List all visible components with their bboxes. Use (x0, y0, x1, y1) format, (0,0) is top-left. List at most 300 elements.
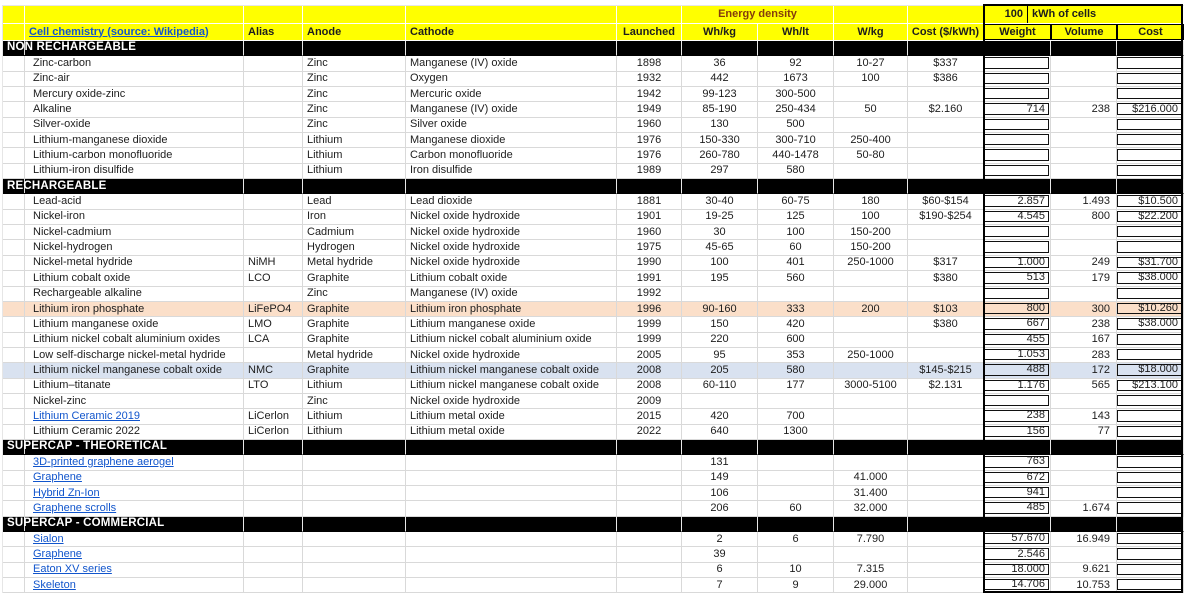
alias-cell[interactable] (244, 210, 303, 225)
anode-cell[interactable]: Cadmium (303, 225, 406, 240)
row-indent-cell[interactable] (3, 348, 25, 363)
section-cell[interactable] (758, 517, 834, 532)
whlt-cell[interactable]: 125 (758, 210, 834, 225)
cathode-cell[interactable] (406, 578, 617, 593)
volume-cell[interactable] (1051, 394, 1117, 409)
row-indent-cell[interactable] (3, 455, 25, 470)
weight-cell[interactable] (984, 72, 1051, 87)
launched-cell[interactable]: 1999 (617, 317, 682, 332)
alias-cell[interactable] (244, 348, 303, 363)
anode-cell[interactable]: Lithium (303, 425, 406, 440)
anode-cell[interactable] (303, 471, 406, 486)
chemistry-cell[interactable]: Zinc-carbon (25, 56, 244, 71)
cathode-cell[interactable] (406, 471, 617, 486)
volume-cell[interactable] (1051, 471, 1117, 486)
alias-cell[interactable] (244, 578, 303, 593)
section-cell[interactable] (834, 440, 908, 455)
weight-cell[interactable] (984, 578, 1051, 593)
header-spacer-cell[interactable] (3, 24, 25, 41)
weight-cell[interactable] (984, 547, 1051, 562)
launched-cell[interactable]: 1992 (617, 287, 682, 302)
launched-cell[interactable] (617, 471, 682, 486)
launched-cell[interactable]: 1960 (617, 225, 682, 240)
row-indent-cell[interactable] (3, 486, 25, 501)
launched-cell[interactable] (617, 501, 682, 516)
row-indent-cell[interactable] (3, 287, 25, 302)
row-indent-cell[interactable] (3, 532, 25, 547)
chemistry-cell[interactable]: Nickel-hydrogen (25, 240, 244, 255)
cathode-cell[interactable] (406, 486, 617, 501)
whkg-cell[interactable]: 442 (682, 72, 758, 87)
cost-cell[interactable] (1117, 287, 1184, 302)
row-indent-cell[interactable] (3, 240, 25, 255)
whlt-cell[interactable]: 250-434 (758, 102, 834, 117)
whkg-cell[interactable]: 30-40 (682, 194, 758, 209)
whkg-cell[interactable]: 195 (682, 271, 758, 286)
cost-cell[interactable] (1117, 578, 1184, 593)
weight-cell[interactable] (984, 532, 1051, 547)
row-indent-cell[interactable] (3, 563, 25, 578)
row-indent-cell[interactable] (3, 394, 25, 409)
weight-cell[interactable] (984, 164, 1051, 179)
launched-cell[interactable]: 1991 (617, 271, 682, 286)
launched-cell[interactable] (617, 578, 682, 593)
anode-cell[interactable] (303, 455, 406, 470)
volume-cell[interactable]: 172 (1051, 363, 1117, 378)
chemistry-cell[interactable] (25, 501, 244, 516)
whlt-cell[interactable]: 300-710 (758, 133, 834, 148)
chemistry-link[interactable]: Hybrid Zn-Ion (33, 486, 100, 499)
cost-cell[interactable] (1117, 302, 1184, 317)
costkwh-cell[interactable]: $145-$215 (908, 363, 984, 378)
section-cell[interactable] (244, 517, 303, 532)
whkg-cell[interactable]: 6 (682, 563, 758, 578)
whlt-cell[interactable]: 500 (758, 118, 834, 133)
cost-cell[interactable] (1117, 148, 1184, 163)
cost-cell[interactable] (1117, 56, 1184, 71)
chemistry-header-link[interactable]: Cell chemistry (source: Wikipedia) (29, 25, 209, 38)
section-cell[interactable] (1117, 41, 1184, 56)
launched-cell[interactable]: 1989 (617, 164, 682, 179)
wkg-cell[interactable] (834, 271, 908, 286)
volume-cell[interactable]: 1.674 (1051, 501, 1117, 516)
volume-cell[interactable]: 9.621 (1051, 563, 1117, 578)
cathode-cell[interactable] (406, 501, 617, 516)
weight-cell[interactable] (984, 194, 1051, 209)
costkwh-cell[interactable]: $103 (908, 302, 984, 317)
row-indent-cell[interactable] (3, 501, 25, 516)
cost-cell[interactable] (1117, 486, 1184, 501)
cathode-cell[interactable]: Lithium nickel cobalt aluminium oxide (406, 333, 617, 348)
section-cell[interactable] (1051, 179, 1117, 194)
launched-cell[interactable] (617, 486, 682, 501)
row-indent-cell[interactable] (3, 302, 25, 317)
cathode-cell[interactable]: Manganese (IV) oxide (406, 287, 617, 302)
launched-cell[interactable]: 1942 (617, 87, 682, 102)
alias-cell[interactable] (244, 56, 303, 71)
volume-cell[interactable] (1051, 56, 1117, 71)
anode-cell[interactable]: Graphite (303, 271, 406, 286)
wkg-cell[interactable]: 100 (834, 72, 908, 87)
row-indent-cell[interactable] (3, 425, 25, 440)
chemistry-link[interactable]: Graphene (33, 471, 82, 484)
costkwh-cell[interactable] (908, 547, 984, 562)
volume-cell[interactable] (1051, 133, 1117, 148)
weight-cell[interactable] (984, 471, 1051, 486)
cathode-cell[interactable]: Lithium metal oxide (406, 409, 617, 424)
alias-cell[interactable]: LTO (244, 379, 303, 394)
launched-cell[interactable] (617, 532, 682, 547)
wkg-cell[interactable] (834, 317, 908, 332)
alias-cell[interactable]: LiCerlon (244, 409, 303, 424)
cathode-cell[interactable]: Nickel oxide hydroxide (406, 210, 617, 225)
anode-cell[interactable]: Zinc (303, 56, 406, 71)
whlt-cell[interactable] (758, 486, 834, 501)
cost-cell[interactable] (1117, 379, 1184, 394)
weight-cell[interactable] (984, 256, 1051, 271)
whlt-cell[interactable]: 6 (758, 532, 834, 547)
wkg-cell[interactable]: 150-200 (834, 225, 908, 240)
whkg-cell[interactable]: 150-330 (682, 133, 758, 148)
alias-cell[interactable] (244, 547, 303, 562)
row-indent-cell[interactable] (3, 471, 25, 486)
alias-cell[interactable] (244, 133, 303, 148)
whkg-cell[interactable]: 100 (682, 256, 758, 271)
anode-cell[interactable]: Lead (303, 194, 406, 209)
chemistry-cell[interactable]: Nickel-zinc (25, 394, 244, 409)
whlt-cell[interactable]: 60-75 (758, 194, 834, 209)
wkg-cell[interactable]: 250-1000 (834, 256, 908, 271)
alias-cell[interactable] (244, 501, 303, 516)
alias-cell[interactable]: NMC (244, 363, 303, 378)
section-cell[interactable] (1117, 179, 1184, 194)
section-cell[interactable] (908, 517, 984, 532)
weight-cell[interactable] (984, 348, 1051, 363)
row-indent-cell[interactable] (3, 317, 25, 332)
launched-cell[interactable]: 2008 (617, 379, 682, 394)
cost-cell[interactable] (1117, 547, 1184, 562)
wkg-cell[interactable]: 250-400 (834, 133, 908, 148)
whlt-cell[interactable]: 60 (758, 240, 834, 255)
costkwh-cell[interactable] (908, 425, 984, 440)
weight-cell[interactable] (984, 210, 1051, 225)
anode-cell[interactable] (303, 547, 406, 562)
row-indent-cell[interactable] (3, 194, 25, 209)
weight-cell[interactable] (984, 379, 1051, 394)
whkg-cell[interactable]: 36 (682, 56, 758, 71)
section-cell[interactable] (758, 179, 834, 194)
chemistry-cell[interactable] (25, 532, 244, 547)
whkg-cell[interactable]: 149 (682, 471, 758, 486)
wkg-cell[interactable]: 7.315 (834, 563, 908, 578)
costkwh-cell[interactable]: $380 (908, 271, 984, 286)
weight-cell[interactable] (984, 56, 1051, 71)
wkg-cell[interactable]: 180 (834, 194, 908, 209)
alias-cell[interactable]: LiFePO4 (244, 302, 303, 317)
section-cell[interactable] (1051, 517, 1117, 532)
cost-cell[interactable] (1117, 164, 1184, 179)
costkwh-cell[interactable]: $380 (908, 317, 984, 332)
volume-cell[interactable] (1051, 287, 1117, 302)
anode-cell[interactable]: Zinc (303, 394, 406, 409)
weight-cell[interactable] (984, 501, 1051, 516)
section-cell[interactable] (406, 440, 617, 455)
cathode-cell[interactable]: Carbon monofluoride (406, 148, 617, 163)
wkg-cell[interactable]: 150-200 (834, 240, 908, 255)
section-cell[interactable] (682, 440, 758, 455)
wkg-cell[interactable] (834, 118, 908, 133)
costkwh-cell[interactable] (908, 394, 984, 409)
chemistry-cell[interactable]: Alkaline (25, 102, 244, 117)
wkg-cell[interactable] (834, 164, 908, 179)
whkg-cell[interactable] (682, 394, 758, 409)
volume-cell[interactable]: 800 (1051, 210, 1117, 225)
section-header-cell[interactable]: NON RECHARGEABLE (3, 41, 244, 56)
weight-cell[interactable] (984, 394, 1051, 409)
whlt-cell[interactable] (758, 287, 834, 302)
anode-cell[interactable]: Metal hydride (303, 256, 406, 271)
section-cell[interactable] (984, 179, 1051, 194)
volume-cell[interactable]: 283 (1051, 348, 1117, 363)
cathode-cell[interactable]: Lithium manganese oxide (406, 317, 617, 332)
whkg-cell[interactable]: 39 (682, 547, 758, 562)
volume-cell[interactable]: 238 (1051, 317, 1117, 332)
chemistry-cell[interactable]: Lithium iron phosphate (25, 302, 244, 317)
top-spacer-cell[interactable] (908, 6, 984, 24)
header-anode-cell[interactable]: Anode (303, 24, 406, 41)
section-cell[interactable] (758, 41, 834, 56)
header-volume-cell[interactable]: Volume (1051, 24, 1117, 40)
anode-cell[interactable]: Graphite (303, 363, 406, 378)
cost-cell[interactable] (1117, 333, 1184, 348)
section-cell[interactable] (406, 179, 617, 194)
row-indent-cell[interactable] (3, 578, 25, 593)
header-whlt-cell[interactable]: Wh/lt (758, 24, 834, 41)
launched-cell[interactable]: 1975 (617, 240, 682, 255)
costkwh-cell[interactable]: $190-$254 (908, 210, 984, 225)
whkg-cell[interactable]: 60-110 (682, 379, 758, 394)
chemistry-link[interactable]: Graphene scrolls (33, 501, 117, 514)
cost-cell[interactable] (1117, 194, 1184, 209)
wkg-cell[interactable]: 41.000 (834, 471, 908, 486)
chemistry-cell[interactable] (25, 563, 244, 578)
cathode-cell[interactable]: Manganese (IV) oxide (406, 102, 617, 117)
row-indent-cell[interactable] (3, 256, 25, 271)
weight-cell[interactable] (984, 317, 1051, 332)
chemistry-link[interactable]: Graphene (33, 548, 82, 561)
header-chemistry-cell[interactable] (25, 24, 244, 41)
weight-cell[interactable] (984, 87, 1051, 102)
whlt-cell[interactable] (758, 394, 834, 409)
costkwh-cell[interactable] (908, 333, 984, 348)
section-cell[interactable] (984, 440, 1051, 455)
section-cell[interactable] (682, 179, 758, 194)
row-indent-cell[interactable] (3, 164, 25, 179)
launched-cell[interactable]: 2008 (617, 363, 682, 378)
alias-cell[interactable] (244, 532, 303, 547)
whlt-cell[interactable]: 60 (758, 501, 834, 516)
row-indent-cell[interactable] (3, 379, 25, 394)
whkg-cell[interactable]: 420 (682, 409, 758, 424)
whkg-cell[interactable]: 220 (682, 333, 758, 348)
wkg-cell[interactable] (834, 425, 908, 440)
cathode-cell[interactable] (406, 547, 617, 562)
alias-cell[interactable] (244, 72, 303, 87)
section-cell[interactable] (303, 41, 406, 56)
launched-cell[interactable]: 1949 (617, 102, 682, 117)
top-spacer-cell[interactable] (834, 6, 908, 24)
section-cell[interactable] (1117, 440, 1184, 455)
header-launched-cell[interactable]: Launched (617, 24, 682, 41)
section-cell[interactable] (682, 517, 758, 532)
header-cost-cell[interactable]: Cost (1117, 24, 1184, 40)
whkg-cell[interactable]: 85-190 (682, 102, 758, 117)
row-indent-cell[interactable] (3, 148, 25, 163)
cathode-cell[interactable]: Nickel oxide hydroxide (406, 256, 617, 271)
wkg-cell[interactable]: 50-80 (834, 148, 908, 163)
cathode-cell[interactable]: Lead dioxide (406, 194, 617, 209)
section-cell[interactable] (834, 41, 908, 56)
section-header-cell[interactable]: RECHARGEABLE (3, 179, 244, 194)
volume-cell[interactable] (1051, 547, 1117, 562)
launched-cell[interactable]: 1881 (617, 194, 682, 209)
costkwh-cell[interactable] (908, 240, 984, 255)
launched-cell[interactable]: 2015 (617, 409, 682, 424)
launched-cell[interactable]: 1898 (617, 56, 682, 71)
costkwh-cell[interactable] (908, 225, 984, 240)
top-spacer-cell[interactable] (3, 6, 25, 24)
top-spacer-cell[interactable] (25, 6, 244, 24)
row-indent-cell[interactable] (3, 271, 25, 286)
chemistry-cell[interactable]: Lithium Ceramic 2022 (25, 425, 244, 440)
row-indent-cell[interactable] (3, 72, 25, 87)
chemistry-cell[interactable]: Mercury oxide-zinc (25, 87, 244, 102)
cost-cell[interactable] (1117, 363, 1184, 378)
costkwh-cell[interactable] (908, 148, 984, 163)
cathode-cell[interactable]: Lithium cobalt oxide (406, 271, 617, 286)
costkwh-cell[interactable] (908, 471, 984, 486)
volume-cell[interactable] (1051, 72, 1117, 87)
chemistry-cell[interactable]: Lithium nickel cobalt aluminium oxides (25, 333, 244, 348)
wkg-cell[interactable]: 7.790 (834, 532, 908, 547)
cost-cell[interactable] (1117, 455, 1184, 470)
launched-cell[interactable]: 1999 (617, 333, 682, 348)
anode-cell[interactable]: Lithium (303, 379, 406, 394)
anode-cell[interactable] (303, 532, 406, 547)
weight-cell[interactable] (984, 455, 1051, 470)
wkg-cell[interactable]: 29.000 (834, 578, 908, 593)
weight-cell[interactable] (984, 240, 1051, 255)
section-cell[interactable] (617, 517, 682, 532)
cost-cell[interactable] (1117, 240, 1184, 255)
wkg-cell[interactable]: 10-27 (834, 56, 908, 71)
alias-cell[interactable] (244, 102, 303, 117)
whlt-cell[interactable]: 9 (758, 578, 834, 593)
row-indent-cell[interactable] (3, 133, 25, 148)
chemistry-cell[interactable]: Lithium cobalt oxide (25, 271, 244, 286)
volume-cell[interactable] (1051, 486, 1117, 501)
header-cathode-cell[interactable]: Cathode (406, 24, 617, 41)
volume-cell[interactable]: 179 (1051, 271, 1117, 286)
cathode-cell[interactable] (406, 532, 617, 547)
cost-cell[interactable] (1117, 225, 1184, 240)
cathode-cell[interactable]: Manganese dioxide (406, 133, 617, 148)
anode-cell[interactable]: Graphite (303, 317, 406, 332)
weight-cell[interactable] (984, 302, 1051, 317)
chemistry-cell[interactable] (25, 409, 244, 424)
row-indent-cell[interactable] (3, 333, 25, 348)
row-indent-cell[interactable] (3, 102, 25, 117)
section-header-cell[interactable]: SUPERCAP - COMMERCIAL (3, 517, 244, 532)
anode-cell[interactable]: Lithium (303, 148, 406, 163)
cathode-cell[interactable]: Lithium nickel manganese cobalt oxide (406, 363, 617, 378)
costkwh-cell[interactable] (908, 348, 984, 363)
chemistry-cell[interactable]: Low self-discharge nickel-metal hydride (25, 348, 244, 363)
top-spacer-cell[interactable] (617, 6, 682, 24)
wkg-cell[interactable] (834, 547, 908, 562)
cost-cell[interactable] (1117, 118, 1184, 133)
section-cell[interactable] (908, 41, 984, 56)
whkg-cell[interactable]: 130 (682, 118, 758, 133)
cost-cell[interactable] (1117, 102, 1184, 117)
whkg-cell[interactable]: 19-25 (682, 210, 758, 225)
cathode-cell[interactable]: Nickel oxide hydroxide (406, 348, 617, 363)
whkg-cell[interactable] (682, 287, 758, 302)
anode-cell[interactable]: Zinc (303, 102, 406, 117)
section-cell[interactable] (834, 517, 908, 532)
anode-cell[interactable]: Lithium (303, 133, 406, 148)
whkg-cell[interactable]: 2 (682, 532, 758, 547)
alias-cell[interactable]: LiCerlon (244, 425, 303, 440)
kwh-value-cell[interactable]: 100 (984, 6, 1028, 23)
header-costkwh-cell[interactable]: Cost ($/kWh) (908, 24, 984, 41)
costkwh-cell[interactable]: $60-$154 (908, 194, 984, 209)
volume-cell[interactable]: 300 (1051, 302, 1117, 317)
cost-cell[interactable] (1117, 133, 1184, 148)
costkwh-cell[interactable]: $317 (908, 256, 984, 271)
anode-cell[interactable]: Zinc (303, 118, 406, 133)
wkg-cell[interactable]: 100 (834, 210, 908, 225)
chemistry-link[interactable]: 3D-printed graphene aerogel (33, 455, 174, 468)
weight-cell[interactable] (984, 225, 1051, 240)
whkg-cell[interactable]: 150 (682, 317, 758, 332)
row-indent-cell[interactable] (3, 547, 25, 562)
alias-cell[interactable]: LCO (244, 271, 303, 286)
section-cell[interactable] (244, 440, 303, 455)
alias-cell[interactable] (244, 194, 303, 209)
header-weight-cell[interactable]: Weight (984, 24, 1051, 40)
cathode-cell[interactable]: Nickel oxide hydroxide (406, 394, 617, 409)
launched-cell[interactable]: 1960 (617, 118, 682, 133)
alias-cell[interactable] (244, 87, 303, 102)
costkwh-cell[interactable]: $386 (908, 72, 984, 87)
wkg-cell[interactable]: 250-1000 (834, 348, 908, 363)
row-indent-cell[interactable] (3, 225, 25, 240)
chemistry-link[interactable]: Lithium Ceramic 2019 (33, 409, 140, 422)
whlt-cell[interactable]: 440-1478 (758, 148, 834, 163)
wkg-cell[interactable]: 3000-5100 (834, 379, 908, 394)
alias-cell[interactable] (244, 563, 303, 578)
wkg-cell[interactable] (834, 287, 908, 302)
alias-cell[interactable] (244, 240, 303, 255)
wkg-cell[interactable] (834, 394, 908, 409)
costkwh-cell[interactable]: $337 (908, 56, 984, 71)
anode-cell[interactable] (303, 501, 406, 516)
costkwh-cell[interactable] (908, 164, 984, 179)
volume-cell[interactable] (1051, 118, 1117, 133)
cathode-cell[interactable]: Oxygen (406, 72, 617, 87)
section-cell[interactable] (303, 517, 406, 532)
